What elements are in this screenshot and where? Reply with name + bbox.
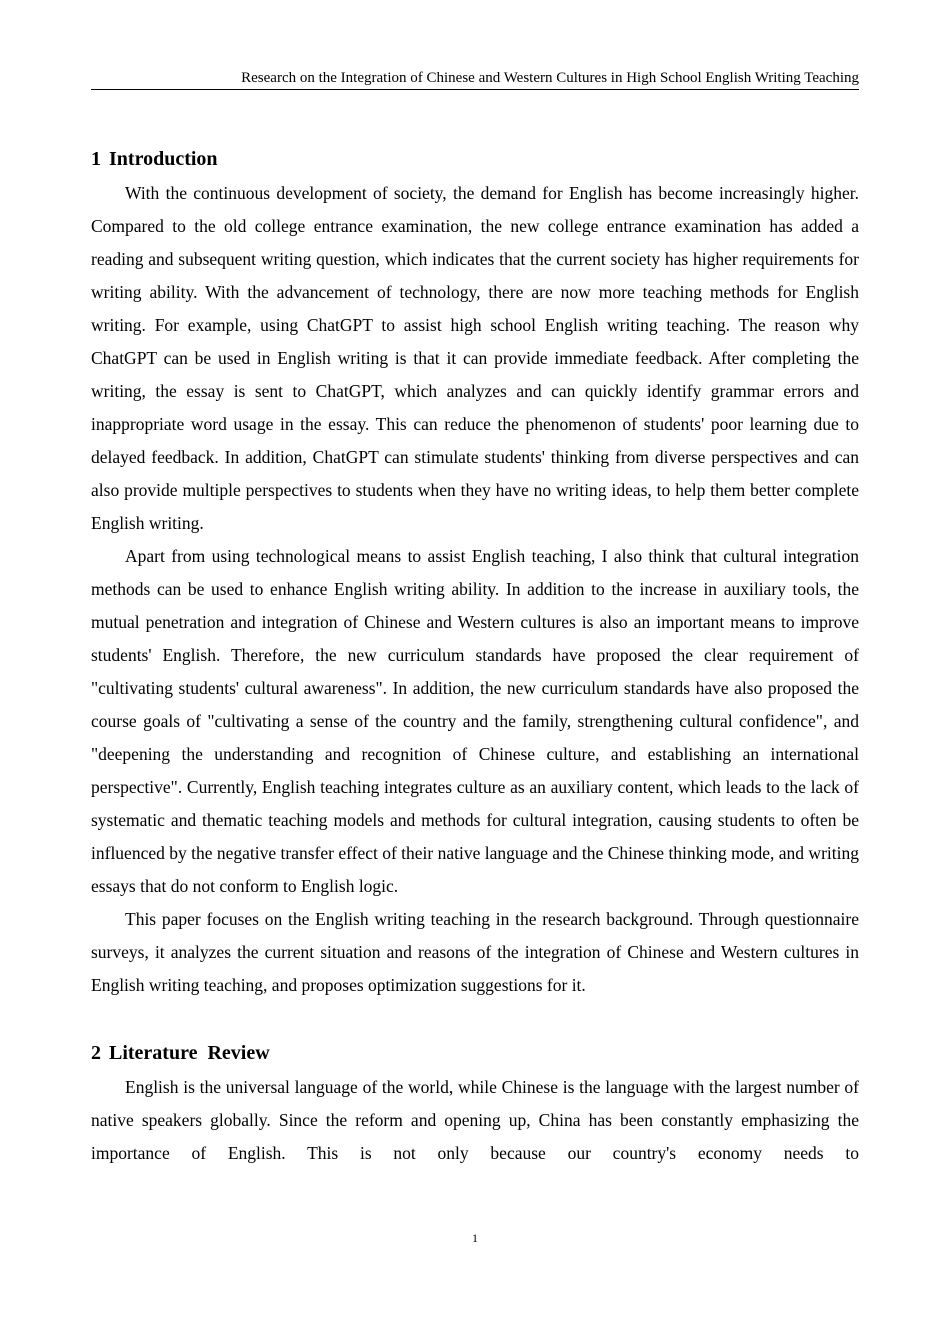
paragraph: This paper focuses on the English writing teaching in the research background. Through questionnaire surveys, it analyzes the current situation and reasons of the integration of Chinese and Western cultures in English writing teaching, and proposes optimization suggestions for it. [91, 909, 859, 995]
section-heading-introduction [91, 144, 859, 177]
page-number: 1 [472, 1231, 478, 1245]
section-heading-literature-review [91, 1038, 859, 1071]
paragraph: English is the universal language of the world, while Chinese is the language with the largest number of native speakers globally. Since the reform and opening up, China has been constantly emphasizing the importance of English. This is not only because our country's economy needs to [91, 1077, 859, 1163]
section-title: Literature Review [109, 1042, 270, 1064]
paragraph: Apart from using technological means to assist English teaching, I also think that cultural integration methods can be used to enhance English writing ability. In addition to the increase in auxiliary tools, the mutual penetration and integration of Chinese and Western cultures is also an important means to improve students' English. Therefore, the new curriculum standards have proposed the clear requirement of "cultivating students' cultural awareness". In addition, the new curriculum standards have also proposed the course goals of "cultivating a sense of the country and the family, strengthening cultural confidence", and "deepening the understanding and recognition of Chinese culture, and establishing an international perspective". Currently, English teaching integrates culture as an auxiliary content, which leads to the lack of systematic and thematic teaching models and methods for cultural integration, causing students to often be influenced by the negative transfer effect of their native language and the Chinese thinking mode, and writing essays that do not conform to English logic. [91, 546, 859, 896]
paragraph: With the continuous development of society, the demand for English has become increasingly higher. Compared to the old college entrance examination, the new college entrance examination has added a reading and subsequent writing question, which indicates that the current society has higher requirements for writing ability. With the advancement of technology, there are now more teaching methods for English writing. For example, using ChatGPT to assist high school English writing teaching. The reason why ChatGPT can be used in English writing is that it can provide immediate feedback. After completing the writing, the essay is sent to ChatGPT, which analyzes and can quickly identify grammar errors and inappropriate word usage in the essay. This can reduce the phenomenon of students' poor learning due to delayed feedback. In addition, ChatGPT can stimulate students' thinking from diverse perspectives and can also provide multiple perspectives to students when they have no writing ideas, to help them better complete English writing. [91, 183, 859, 533]
document-body [91, 144, 859, 1170]
section-number: 1 [91, 148, 101, 170]
section-spacer [91, 1002, 859, 1038]
section-title: Introduction [109, 148, 218, 170]
section-number: 2 [91, 1042, 101, 1064]
running-header: Research on the Integration of Chinese and Western Cultures in High School English Writing Teaching [91, 68, 859, 90]
